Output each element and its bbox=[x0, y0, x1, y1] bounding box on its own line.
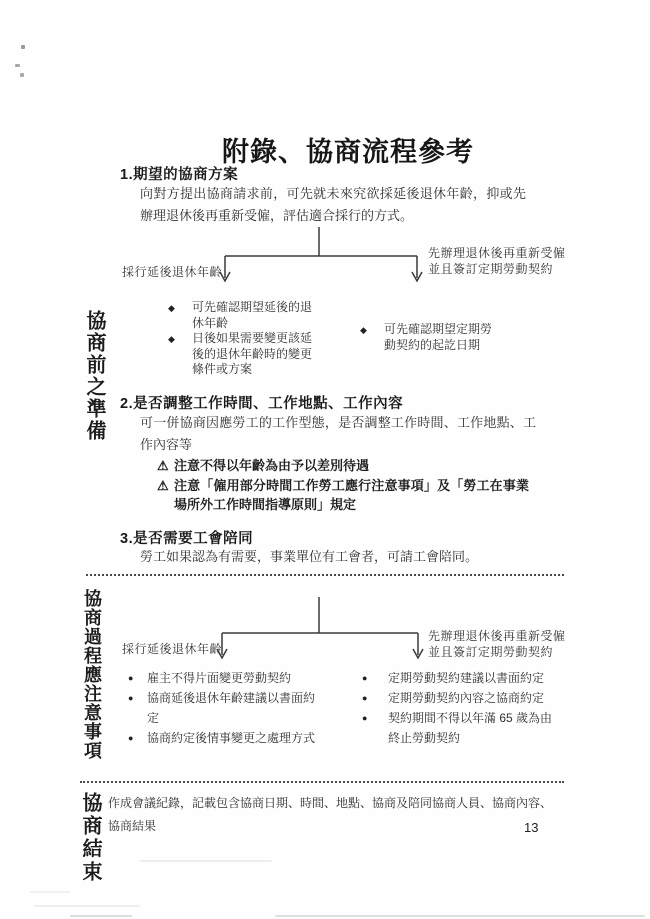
flowchart2-left-list bbox=[128, 668, 328, 748]
section3-heading: 3.是否需要工會陪同 bbox=[120, 531, 254, 547]
list-item: ● 協商約定後情事變更之處理方式 bbox=[128, 728, 328, 748]
diamond-bullet-icon: ◆ bbox=[168, 334, 175, 344]
warning-triangle-icon: ⚠ bbox=[157, 458, 169, 473]
flowchart2-right-branch-label bbox=[428, 629, 566, 660]
scan-artifact bbox=[140, 860, 272, 862]
list-item: ◆ 日後如果需要變更該延後的退休年齡時的變更條件或方案 bbox=[168, 331, 313, 376]
list-item: ◆ 可先確認期望定期勞動契約的起訖日期 bbox=[360, 322, 493, 352]
section2-heading: 2.是否調整工作時間、工作地點、工作內容 bbox=[120, 396, 404, 412]
flowchart2-connector bbox=[200, 597, 440, 663]
flowchart1-right-branch-line1: 先辦理退休後再重新受僱 bbox=[428, 246, 566, 260]
dot-bullet-icon: ● bbox=[128, 673, 134, 683]
warning-item: ⚠ 注意不得以年齡為由予以差別待遇 bbox=[157, 456, 529, 476]
flowchart1-connector bbox=[200, 226, 440, 286]
flowchart2-right-branch-line2: 並且簽訂定期勞動契約 bbox=[428, 644, 554, 659]
page-title: 附錄、協商流程參考 bbox=[222, 137, 474, 167]
dot-bullet-icon: ● bbox=[128, 693, 134, 703]
list-item: ● 定期勞動契約建議以書面約定 bbox=[362, 668, 562, 688]
section3-body: 勞工如果認為有需要，事業單位有工會者，可請工會陪同。 bbox=[140, 549, 479, 564]
list-item: ◆ 可先確認期望延後的退休年齡 bbox=[168, 300, 313, 330]
list-item: ● 契約期間不得以年滿 65 歲為由終止勞動契約 bbox=[362, 708, 562, 748]
dot-bullet-icon: ● bbox=[362, 713, 368, 723]
list-item: ● 雇主不得片面變更勞動契約 bbox=[128, 668, 328, 688]
diamond-bullet-icon: ◆ bbox=[168, 303, 175, 313]
flowchart2-left-branch-label: 採行延後退休年齡 bbox=[122, 642, 223, 656]
closing-body: 作成會議紀錄，記載包含協商日期、時間、地點、協商及陪同協商人員、協商內容、協商結果 bbox=[108, 796, 553, 833]
dot-bullet-icon: ● bbox=[362, 673, 368, 683]
diamond-bullet-icon: ◆ bbox=[360, 325, 367, 335]
sidebar-phase-process: 協商過程應注意事項 bbox=[82, 589, 102, 760]
section2-warnings bbox=[157, 456, 529, 515]
scan-artifact bbox=[15, 64, 20, 67]
section1-body: 向對方提出協商請求前，可先就未來究欲採延後退休年齡，抑或先辦理退休後再重新受僱，評估適合採行的方式。 bbox=[140, 186, 526, 223]
scan-artifact bbox=[20, 73, 24, 77]
dotted-separator bbox=[86, 574, 564, 576]
flowchart1-right-list bbox=[360, 322, 506, 353]
scan-artifact bbox=[30, 891, 70, 893]
flowchart2-right-branch-line1: 先辦理退休後再重新受僱 bbox=[428, 629, 566, 643]
sidebar-phase-conclusion: 協商結束 bbox=[79, 792, 101, 884]
scan-artifact bbox=[275, 915, 645, 917]
dot-bullet-icon: ● bbox=[362, 693, 368, 703]
sidebar-phase-preparation: 協商前之準備 bbox=[83, 310, 105, 442]
warning-triangle-icon: ⚠ bbox=[157, 477, 169, 493]
scan-artifact bbox=[21, 45, 25, 49]
list-item: ● 定期勞動契約內容之協商約定 bbox=[362, 688, 562, 708]
flowchart1-left-list bbox=[168, 300, 326, 378]
section1-heading: 1.期望的協商方案 bbox=[120, 167, 239, 183]
flowchart1-right-branch-label bbox=[428, 246, 566, 277]
list-item: ● 協商延後退休年齡建議以書面約定 bbox=[128, 688, 328, 728]
scan-artifact bbox=[70, 915, 132, 917]
page-number: 13 bbox=[524, 820, 539, 835]
dot-bullet-icon: ● bbox=[128, 733, 134, 743]
flowchart1-right-branch-line2: 並且簽訂定期勞動契約 bbox=[428, 261, 554, 276]
dotted-separator bbox=[80, 781, 564, 783]
flowchart2-right-list bbox=[362, 668, 562, 748]
flowchart1-left-branch-label: 採行延後退休年齡 bbox=[122, 265, 223, 279]
warning-item: ⚠ 注意「僱用部分時間工作勞工應行注意事項」及「勞工在事業場所外工作時間指導原則」規定 bbox=[157, 477, 529, 512]
section2-body: 可一併協商因應勞工的工作型態，是否調整工作時間、工作地點、工作內容等 bbox=[140, 415, 536, 452]
scan-artifact bbox=[34, 905, 140, 907]
